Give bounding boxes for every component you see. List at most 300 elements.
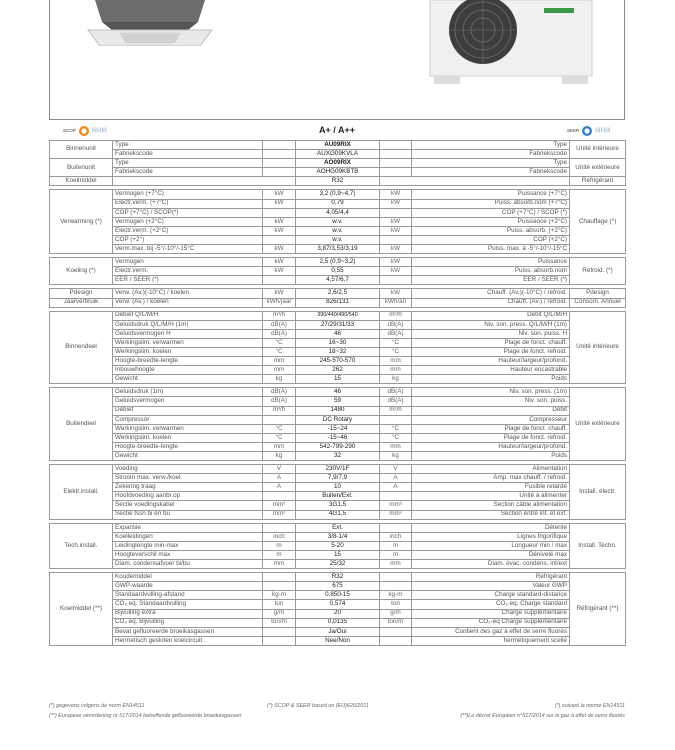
unit-nl: kW [263,199,296,208]
unit-fr: °C [380,424,412,433]
unit-fr: kW [380,190,412,199]
group-label-fr: Chauffage (*) [570,190,626,254]
param-value: AOHG09KBTB [296,168,380,177]
param-name-fr: Compresseur [412,415,570,424]
param-name-nl: Hoogte-breedte-lengte [113,357,263,366]
unit-nl [263,573,296,582]
param-name-fr: Chauff. (Av.)(-10°C) / refroid. [412,289,570,298]
group-label-nl: Elektr.install. [50,465,113,520]
unit-fr: kg [380,375,412,384]
unit-nl: m³/h [263,406,296,415]
group-label-nl: Koeling (*) [50,258,113,285]
param-name-fr: Plage de fonct. refroid. [412,347,570,356]
unit-nl: ton [263,600,296,609]
param-name-fr: Puiss. max. à -5°/-10°/-15°C [412,245,570,254]
param-value: Buiten/Ext. [296,492,380,501]
unit-fr [380,636,412,645]
param-name-fr: Plage de fonct. chauff. [412,338,570,347]
unit-fr [380,141,412,150]
spec-row [50,366,626,375]
param-value: 16~30 [296,338,380,347]
group-label-fr: Pdesign [570,289,626,298]
group-label-fr: Install. Techn. [570,523,626,568]
unit-nl: mm [263,442,296,451]
unit-nl: mm² [263,501,296,510]
param-name-nl: Gewicht [113,452,263,461]
param-value: 230V/1F [296,465,380,474]
param-name-nl: Verw. (Av.) / koelen [113,298,263,307]
footnote-nl: (*) gegevens volgens de norm EN14511 [49,703,145,709]
param-name-nl: Bevat gefluoreerde broeikasgassen [113,627,263,636]
footnote-nl-2: (**) Europese verordening nr 517/2014 betreffende gefluoreerde broeikasgassen [49,713,242,719]
spec-row [50,258,626,267]
spec-row [50,501,626,510]
unit-nl: °C [263,347,296,356]
param-name-fr: Type [412,159,570,168]
param-value: 15 [296,550,380,559]
unit-fr [380,150,412,159]
seer-badge-text: 回目回 [595,128,611,134]
unit-nl [263,582,296,591]
group-label-fr: Unité extérieure [570,159,626,177]
spec-row [50,465,626,474]
param-value: -15~46 [296,433,380,442]
energy-label-row [49,124,625,138]
param-name-nl: Vermogen (+7°C) [113,190,263,199]
spec-row [50,347,626,356]
param-name-nl: Werkingslim. verwarmen [113,338,263,347]
param-name-nl: Hoogteverschil max [113,550,263,559]
param-name-nl: Geluidsvermogen H [113,329,263,338]
param-name-fr: Hauteur/largeur/profond. [412,442,570,451]
param-value: 4,05/4,4 [296,208,380,217]
group-label-nl: Buitenunit [50,159,113,177]
group-label-nl: Binnenunit [50,141,113,159]
unit-fr: °C [380,347,412,356]
unit-fr: °C [380,433,412,442]
unit-fr [380,276,412,285]
spec-row [50,582,626,591]
param-value: 46 [296,329,380,338]
param-name-nl: Sectie voedingskabel [113,501,263,510]
group-label-fr: Install. électr. [570,465,626,520]
unit-nl [263,235,296,244]
unit-nl: A [263,474,296,483]
unit-nl [263,168,296,177]
param-name-fr: Type [412,141,570,150]
unit-fr: m³/h [380,311,412,320]
unit-fr: kW [380,217,412,226]
param-value: 245-570-570 [296,357,380,366]
unit-fr [380,582,412,591]
param-value: 390/440/490/540 [296,311,380,320]
unit-fr: kW [380,199,412,208]
unit-fr: V [380,465,412,474]
param-name-nl: Electr.verm. (+2°C) [113,226,263,235]
footnote-fr-2: (**)Le décret Européen n°517/2014 sur le gaz à effet de serre fluorés [460,713,625,719]
spec-row [50,406,626,415]
param-name-fr: Niv. son. press. (1m) [412,388,570,397]
unit-fr [380,208,412,217]
param-name-fr: Diam. évac. condens. int/ext [412,560,570,569]
spec-row [50,397,626,406]
param-name-nl: Werkingslim. koelen [113,433,263,442]
unit-nl [263,627,296,636]
spec-row [50,483,626,492]
param-name-nl: Hermetisch gesloten koelcircuit [113,636,263,645]
param-value: Nee/Non [296,636,380,645]
param-name-fr: CO₂-eq Charge supplémentaire [412,618,570,627]
spec-row [50,523,626,532]
param-name-fr: Charge standard-distance [412,591,570,600]
param-value: 3,87/3,53/3,19 [296,245,380,254]
spec-row [50,320,626,329]
param-value: 826/131 [296,298,380,307]
unit-fr [380,159,412,168]
spec-row [50,357,626,366]
param-name-nl: Vermogen [113,258,263,267]
param-name-fr: Section câble alimentation [412,501,570,510]
param-name-fr: COP (+7°C) / SCOP (*) [412,208,570,217]
footnote-scop: (*) SCOP & SEER based on (EU)626/2011 [267,703,369,709]
param-value: w.v. [296,217,380,226]
spec-row [50,433,626,442]
outdoor-unit-image [428,0,598,86]
spec-row [50,442,626,451]
unit-nl [263,141,296,150]
group-label-fr: Consom. Annuel [570,298,626,307]
param-name-fr: Puiss. absorb.nom (+7°C) [412,199,570,208]
param-value: 262 [296,366,380,375]
unit-fr [380,492,412,501]
param-name-nl: Bijvulling extra [113,609,263,618]
param-name-nl: CO₂ eq. Standaardvulling [113,600,263,609]
param-name-nl: Geluidsdruk Q/L/M/H (1m) [113,320,263,329]
spec-row [50,510,626,519]
param-name-fr: Puissance (+2°C) [412,217,570,226]
param-name-fr: Alimentation [412,465,570,474]
param-name-fr: COP (+2°C) [412,235,570,244]
spec-row [50,627,626,636]
unit-nl: dB(A) [263,397,296,406]
param-value: 4G1,5 [296,510,380,519]
unit-fr: kW [380,258,412,267]
param-name-nl: Sectie tssn bi en bu [113,510,263,519]
spec-table [49,140,626,646]
param-name-nl: Koelleidingen [113,532,263,541]
param-value: 3/8-1/4 [296,532,380,541]
unit-fr: m [380,550,412,559]
group-label-nl: Koelmiddel (**) [50,573,113,646]
group-label-nl: Verwarming (*) [50,190,113,254]
spec-row [50,289,626,298]
param-value: 3G1,5 [296,501,380,510]
param-name-fr: Amp. max chauff. / refroid. [412,474,570,483]
param-name-nl: Zekering traag [113,483,263,492]
spec-row [50,618,626,627]
unit-fr: kg [380,452,412,461]
param-value: 0,79 [296,199,380,208]
param-name-fr: Niv. son. puiss. H [412,329,570,338]
spec-row [50,636,626,645]
unit-fr: A [380,474,412,483]
param-name-nl: COP (+2°) [113,235,263,244]
unit-fr: ton/m [380,618,412,627]
unit-nl [263,492,296,501]
param-value: -15~24 [296,424,380,433]
param-name-nl: CO₂ eq. Bijvulling [113,618,263,627]
unit-fr: m³/h [380,406,412,415]
unit-nl: g/m [263,609,296,618]
group-label-nl: Binnendeel [50,311,113,384]
seer-caption: SEER [567,128,580,133]
param-name-fr: Contient des gaz à effet de serre fluorés [412,627,570,636]
param-value: 46 [296,388,380,397]
param-name-fr: hermétiquement scellé [412,636,570,645]
param-name-nl: Debiet [113,406,263,415]
group-label-fr: Réfrigérant (**) [570,573,626,646]
param-name-fr: Section entre int. et ext. [412,510,570,519]
spec-row [50,190,626,199]
spec-row [50,298,626,307]
param-name-fr: Puiss. absorb. (+2°C) [412,226,570,235]
spec-row [50,159,626,168]
group-label-nl: Buitendeel [50,388,113,461]
spec-row [50,141,626,150]
spec-row [50,415,626,424]
param-name-fr: Hauteur/largeur/profond. [412,357,570,366]
param-name-nl: Type [113,159,263,168]
spec-row [50,474,626,483]
param-name-nl: Verw. (Av.)(-10°C) / koelen [113,289,263,298]
unit-nl: kW [263,190,296,199]
spec-row [50,338,626,347]
unit-nl: m³/h [263,311,296,320]
param-name-fr: Puissance (+7°C) [412,190,570,199]
param-name-fr: Lignes frigorifique [412,532,570,541]
param-value: 7,9/7,9 [296,474,380,483]
param-name-fr: Plage de fonct. chauff. [412,424,570,433]
param-value: AU09RIX [296,141,380,150]
unit-nl: °C [263,424,296,433]
param-name-nl: Diam. condensafvoer bi/bu [113,560,263,569]
param-value: 1480 [296,406,380,415]
group-label-nl: Tech.install. [50,523,113,568]
param-name-nl: Expansie [113,523,263,532]
param-name-nl: EER / SEER (*) [113,276,263,285]
spec-row [50,235,626,244]
param-name-fr: Longueur min / max [412,541,570,550]
param-value: w.v. [296,226,380,235]
unit-nl: kW [263,267,296,276]
unit-nl [263,523,296,532]
param-name-fr: Charge supplémentaire [412,609,570,618]
param-name-nl: Compressor [113,415,263,424]
unit-nl: kW [263,226,296,235]
spec-row [50,541,626,550]
param-name-fr: Hauteur encastrable [412,366,570,375]
unit-nl: kW [263,217,296,226]
unit-nl: kWh/jaar [263,298,296,307]
param-value: AO09RIX [296,159,380,168]
unit-fr: kWh/an [380,298,412,307]
spec-row [50,424,626,433]
spec-row [50,573,626,582]
param-name-nl: Werkingslim. koelen [113,347,263,356]
unit-fr: mm [380,366,412,375]
param-value: Ext. [296,523,380,532]
unit-fr: kW [380,289,412,298]
unit-nl: mm [263,560,296,569]
unit-nl: ton/m [263,618,296,627]
param-name-fr: Débit [412,406,570,415]
unit-fr: inch [380,532,412,541]
param-name-fr: Détente [412,523,570,532]
unit-fr [380,627,412,636]
scop-badge-text: 回目回 [91,128,107,134]
param-name-nl: Werkingslim. verwarmen [113,424,263,433]
param-value: R32 [296,573,380,582]
group-label-nl: Pdesign [50,289,113,298]
group-label-fr: Unité intérieure [570,141,626,159]
param-name-nl: Stroom max. verw./koel. [113,474,263,483]
param-name-nl: Fabriekscode [113,168,263,177]
param-value: 2,5 (0,9~3,2) [296,258,380,267]
param-name-nl: Inbouwhoogte [113,366,263,375]
param-name-fr: Plage de fonct. refroid. [412,433,570,442]
spec-row [50,245,626,254]
product-photo-panel [49,0,625,120]
param-value: 25/32 [296,560,380,569]
param-value: Ja/Oui [296,627,380,636]
param-name-fr: Fabriekscode [412,150,570,159]
unit-nl: kg [263,452,296,461]
unit-fr [380,573,412,582]
unit-nl: V [263,465,296,474]
param-value: DC Rotary [296,415,380,424]
unit-nl [263,415,296,424]
unit-fr: kW [380,226,412,235]
unit-fr: kW [380,245,412,254]
unit-fr: kg-m [380,591,412,600]
spec-row [50,168,626,177]
group-label-nl: Jaarverbruik [50,298,113,307]
unit-nl [263,208,296,217]
unit-fr [380,523,412,532]
unit-nl: kg-m [263,591,296,600]
param-name-nl: Debiet Q/L/M/H [113,311,263,320]
unit-fr: mm [380,442,412,451]
spec-row [50,267,626,276]
param-value: 0,55 [296,267,380,276]
param-name-fr: Chauff. (Av.) / refroid. [412,298,570,307]
group-label-fr: Unité intérieure [570,311,626,384]
param-value: 27/29/31/33 [296,320,380,329]
param-name-nl: Electr.verm. [113,267,263,276]
param-name-fr: Unité à alimenter [412,492,570,501]
spec-row [50,199,626,208]
param-value: 4,57/6,7 [296,276,380,285]
unit-nl: °C [263,338,296,347]
unit-nl: kW [263,258,296,267]
param-value: 0,574 [296,600,380,609]
spec-row [50,492,626,501]
unit-nl: m [263,541,296,550]
param-name-nl: Voeding [113,465,263,474]
unit-nl: dB(A) [263,320,296,329]
unit-fr: mm² [380,501,412,510]
spec-row [50,177,626,186]
unit-nl: kW [263,245,296,254]
param-name-nl [113,177,296,186]
unit-fr [380,415,412,424]
param-name-fr: Valeur GWP [412,582,570,591]
param-value: 2,6/2,5 [296,289,380,298]
param-name-fr: CO₂ eq. Charge standard [412,600,570,609]
param-value: 542-799-290 [296,442,380,451]
unit-nl: kg [263,375,296,384]
unit-fr: dB(A) [380,388,412,397]
unit-nl [263,276,296,285]
param-name-nl: Standaardvulling-afstand [113,591,263,600]
unit-fr: mm² [380,510,412,519]
energy-class: A+ / A++ [319,125,355,135]
unit-nl: mm [263,357,296,366]
spec-row [50,208,626,217]
param-name-fr: Niv. son. puiss. [412,397,570,406]
unit-fr [380,235,412,244]
unit-fr: dB(A) [380,397,412,406]
param-name-fr: Puiss. absorb.nom [412,267,570,276]
param-name-fr: Puissance [412,258,570,267]
unit-fr [380,168,412,177]
unit-fr: dB(A) [380,320,412,329]
param-name-nl: Verm.max. bij -5°/-10°/-15°C [113,245,263,254]
param-name-nl: Koudemiddel [113,573,263,582]
group-label-nl: Koelmiddel [50,177,113,186]
unit-nl: inch [263,532,296,541]
param-name-fr: Dénivelé max [412,550,570,559]
unit-nl: dB(A) [263,329,296,338]
param-value: 20 [296,609,380,618]
unit-fr: kW [380,267,412,276]
energy-label-icon [581,125,593,137]
seer-badge [567,125,610,136]
cassette-unit-image [80,0,220,46]
param-value: 32 [296,452,380,461]
unit-fr: °C [380,338,412,347]
spec-row [50,311,626,320]
unit-nl [263,636,296,645]
spec-row [50,591,626,600]
group-label-fr: Refroid. (*) [570,258,626,285]
footnote-fr: (*) suivant la norme EN14511 [554,703,625,709]
param-value: 0,0135 [296,618,380,627]
spec-row [50,217,626,226]
spec-row [50,375,626,384]
param-value: w.v. [296,235,380,244]
param-name-fr: EER / SEER (*) [412,276,570,285]
param-value: AUXG09KVLA [296,150,380,159]
spec-row [50,388,626,397]
param-name-nl: Hoofdvoeding aanbr.op [113,492,263,501]
unit-fr: m [380,541,412,550]
spec-row [50,609,626,618]
unit-fr: ton [380,600,412,609]
param-name-fr: Débit Q/L/M/H [412,311,570,320]
unit-nl: mm² [263,510,296,519]
spec-row [50,150,626,159]
